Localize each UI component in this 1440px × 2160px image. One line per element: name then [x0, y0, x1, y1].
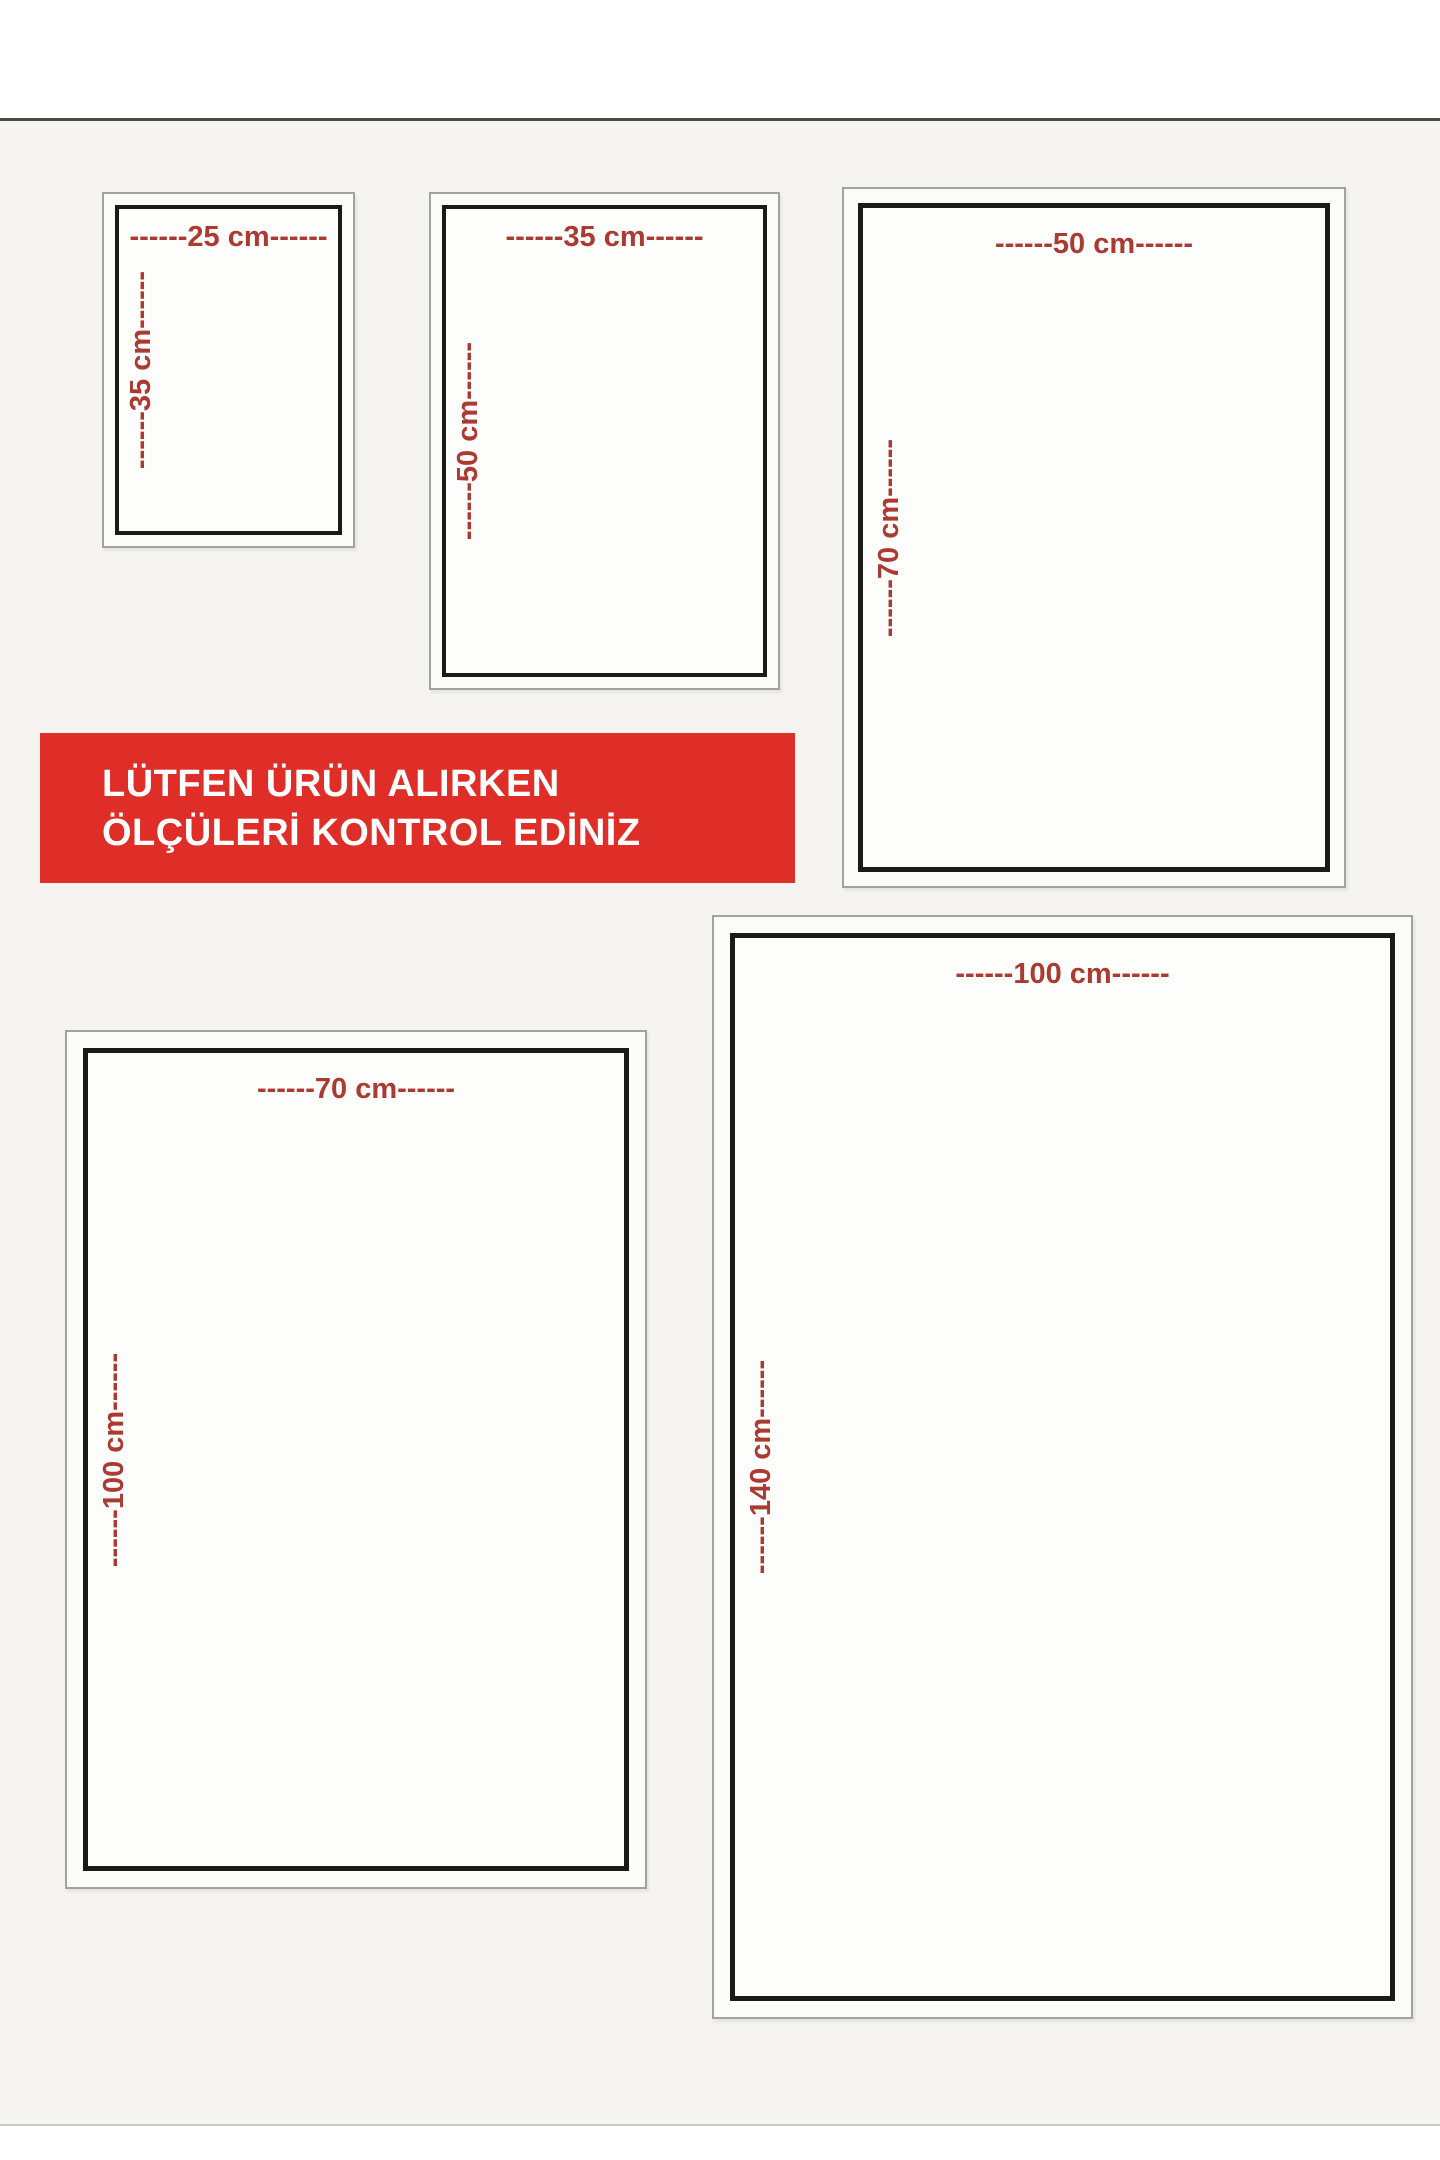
size-box-35x50-frame — [429, 192, 780, 690]
size-box-70x100 — [83, 1048, 629, 1871]
warning-line-2: ÖLÇÜLERİ KONTROL EDİNİZ — [102, 812, 641, 854]
size-box-25x35 — [115, 205, 342, 535]
bottom-divider-line — [0, 2124, 1440, 2126]
width-label-50cm: ------50 cm------ — [994, 228, 1194, 260]
size-box-50x70-frame — [842, 187, 1346, 888]
width-label-70cm: ------70 cm------ — [256, 1073, 456, 1105]
size-box-35x50 — [442, 205, 767, 677]
width-label-25cm: ------25 cm------ — [129, 221, 328, 253]
size-box-100x140-frame — [712, 915, 1413, 2019]
width-label-100cm: ------100 cm------ — [955, 958, 1170, 990]
height-label-140cm: ------140 cm------ — [745, 1359, 777, 1575]
size-box-50x70 — [858, 203, 1330, 872]
warning-line-1: LÜTFEN ÜRÜN ALIRKEN — [102, 763, 560, 805]
size-box-70x100-frame — [65, 1030, 647, 1889]
height-label-70cm: ------70 cm------ — [873, 438, 905, 637]
size-box-25x35-frame — [102, 192, 355, 548]
size-box-100x140 — [730, 933, 1395, 2001]
height-label-100cm: ------100 cm------ — [98, 1352, 130, 1567]
width-label-35cm: ------35 cm------ — [505, 221, 704, 253]
height-label-35cm: ------35 cm------ — [125, 270, 157, 470]
measurement-warning-banner — [40, 733, 795, 883]
height-label-50cm: ------50 cm------ — [452, 341, 484, 541]
